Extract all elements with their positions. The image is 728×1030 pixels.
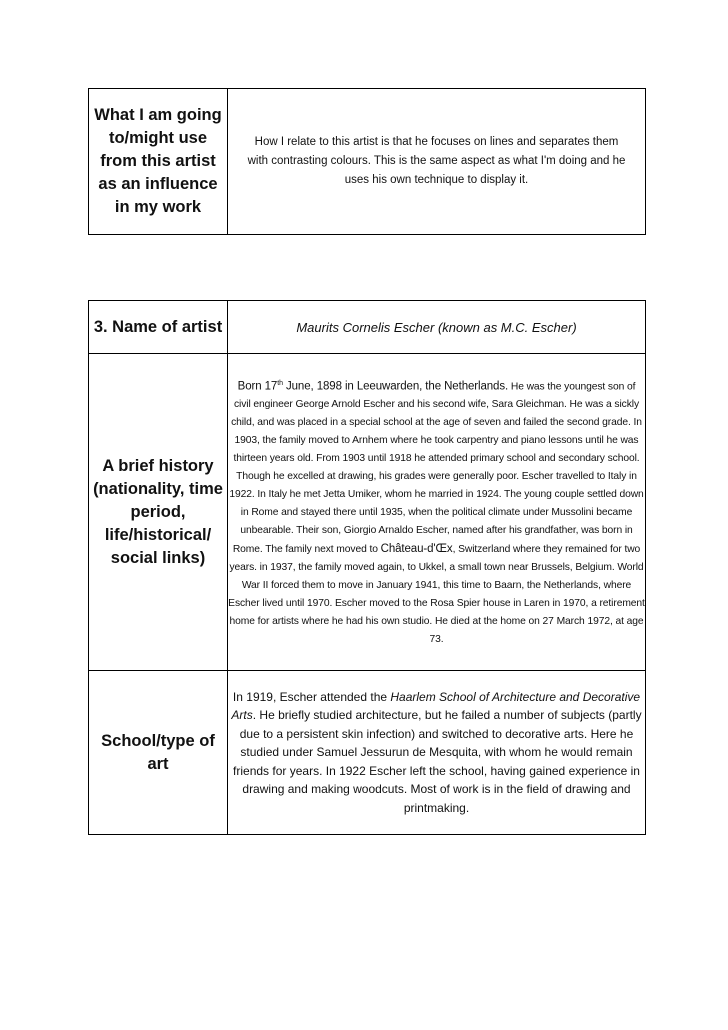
history-text: [228, 354, 646, 671]
school-row: [89, 671, 646, 835]
influence-row: [89, 89, 646, 235]
history-place: Château-d'Œx: [380, 543, 453, 556]
artist-table: [88, 300, 646, 835]
artist-name: Maurits Cornelis Escher (known as M.C. Escher): [228, 301, 646, 354]
history-born-sup: th: [277, 379, 283, 387]
history-label: A brief history (nationality, time period, life/historical/ social links): [89, 354, 228, 671]
history-born-prefix: Born 17: [237, 380, 278, 393]
school-label: School/type of art: [89, 671, 228, 835]
influence-table: [88, 88, 646, 235]
school-name: Haarlem School of Architecture and Decorative Arts: [231, 689, 641, 723]
school-text: [228, 671, 646, 835]
history-body-1: He was the youngest son of civil engineer George Arnold Escher and his second wife, Sara Gleichman. He was a sickly child, and was placed in a special school at the age of seven and failed the second grade. In 1903, the family moved to Arnhem where he took carpentry and piano lessons until he was thirteen years old. From 1903 until 1918 he attended primary school and secondary school. Though he excelled at drawing, his grades were generally poor. Escher travelled to Italy in 1922. In Italy he met Jetta Umiker, whom he married in 1924. The young couple settled down in Rome and stayed there until 1935, when the political climate under Mussolini became unbearable. Their son, Giorgio Arnaldo Escher, named after his grandfather, was born in Rome. The family next moved to: [229, 381, 644, 556]
artist-name-label: 3. Name of artist: [89, 301, 228, 354]
influence-label: What I am going to/might use from this artist as an influence in my work: [89, 89, 228, 235]
history-born-suffix: June, 1898 in Leeuwarden, the Netherlands.: [282, 380, 509, 393]
history-body-2: , Switzerland where they remained for two years. in 1937, the family moved again, to Ukkel, a small town near Brussels, Belgium. World War II forced them to move in January 1941, this time to Baarn, the Netherlands, where Escher lived until 1970. Escher moved to the Rosa Spier house in Laren in 1970, a retirement home for artists where he had his own studio. He died at the home on 27 March 1972, at age 73.: [228, 544, 645, 646]
school-suffix: . He briefly studied architecture, but he failed a number of subjects (partly due to a persistent skin infection) and switched to decorative arts. Here he studied under Samuel Jessurun de Mesquita, with whom he would remain friends for years. In 1922 Escher left the school, having gained experience in drawing and making woodcuts. Most of work is in the field of drawing and printmaking.: [233, 708, 642, 815]
influence-text: How I relate to this artist is that he focuses on lines and separates them with contrasting colours. This is the same aspect as what I'm doing and he uses his own technique to display it.: [228, 89, 646, 235]
history-row: [89, 354, 646, 671]
school-prefix: In 1919, Escher attended the: [232, 689, 391, 704]
artist-name-row: [89, 301, 646, 354]
